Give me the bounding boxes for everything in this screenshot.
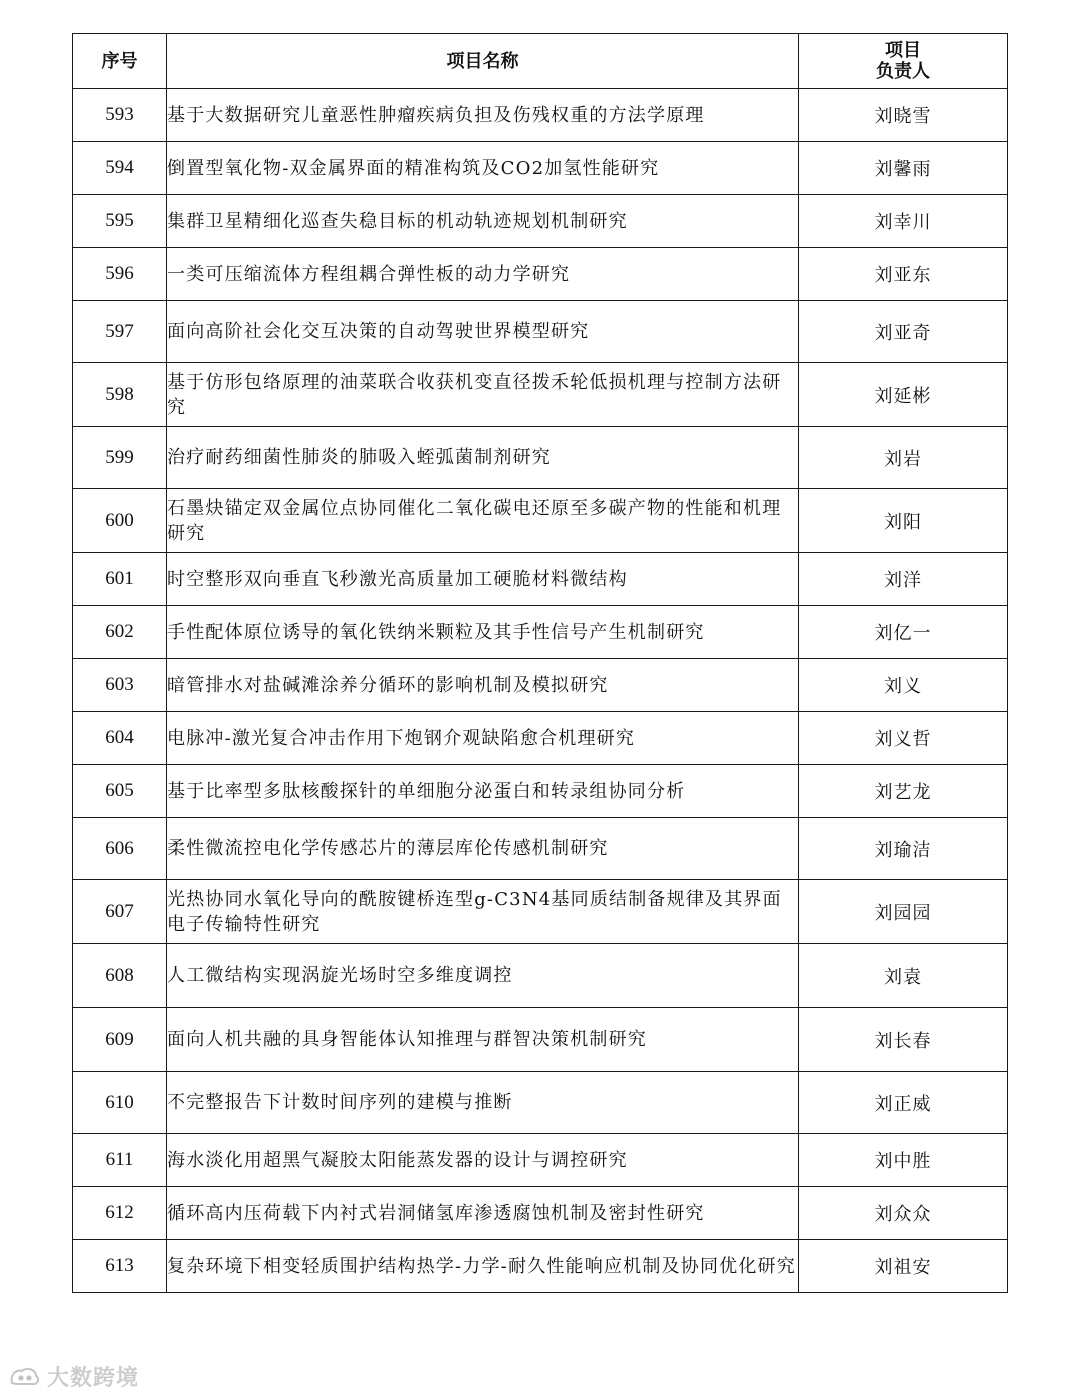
row-project-name: 集群卫星精细化巡查失稳目标的机动轨迹规划机制研究	[167, 195, 799, 248]
row-leader: 刘中胜	[799, 1134, 1008, 1187]
table-row	[73, 765, 1008, 818]
row-leader: 刘亚奇	[799, 301, 1008, 363]
table-row	[73, 659, 1008, 712]
row-leader: 刘袁	[799, 944, 1008, 1008]
row-leader: 刘园园	[799, 880, 1008, 944]
header-leader-line1: 项目	[885, 40, 921, 61]
row-project-name: 不完整报告下计数时间序列的建模与推断	[167, 1072, 799, 1134]
table-row	[73, 818, 1008, 880]
table-row	[73, 553, 1008, 606]
header-leader	[799, 34, 1008, 89]
row-number: 596	[73, 248, 167, 301]
row-leader: 刘馨雨	[799, 142, 1008, 195]
row-project-name: 柔性微流控电化学传感芯片的薄层库伦传感机制研究	[167, 818, 799, 880]
row-number: 607	[73, 880, 167, 944]
row-number: 608	[73, 944, 167, 1008]
watermark	[8, 1361, 139, 1392]
row-project-name: 光热协同水氧化导向的酰胺键桥连型g-C3N4基同质结制备规律及其界面电子传输特性研究	[167, 880, 799, 944]
row-number: 594	[73, 142, 167, 195]
row-project-name: 面向高阶社会化交互决策的自动驾驶世界模型研究	[167, 301, 799, 363]
row-leader: 刘正威	[799, 1072, 1008, 1134]
row-leader: 刘祖安	[799, 1240, 1008, 1293]
row-leader: 刘义	[799, 659, 1008, 712]
row-project-name: 石墨炔锚定双金属位点协同催化二氧化碳电还原至多碳产物的性能和机理研究	[167, 489, 799, 553]
row-project-name: 循环高内压荷载下内衬式岩洞储氢库渗透腐蚀机制及密封性研究	[167, 1187, 799, 1240]
row-leader: 刘亿一	[799, 606, 1008, 659]
row-project-name: 基于比率型多肽核酸探针的单细胞分泌蛋白和转录组协同分析	[167, 765, 799, 818]
row-leader: 刘亚东	[799, 248, 1008, 301]
row-project-name: 倒置型氧化物-双金属界面的精准构筑及CO2加氢性能研究	[167, 142, 799, 195]
table-header-row	[73, 34, 1008, 89]
row-project-name: 海水淡化用超黑气凝胶太阳能蒸发器的设计与调控研究	[167, 1134, 799, 1187]
row-project-name: 人工微结构实现涡旋光场时空多维度调控	[167, 944, 799, 1008]
row-project-name: 手性配体原位诱导的氧化铁纳米颗粒及其手性信号产生机制研究	[167, 606, 799, 659]
row-number: 611	[73, 1134, 167, 1187]
table-row	[73, 195, 1008, 248]
row-leader: 刘洋	[799, 553, 1008, 606]
table-row	[73, 880, 1008, 944]
row-number: 609	[73, 1008, 167, 1072]
row-leader: 刘延彬	[799, 363, 1008, 427]
table-row	[73, 427, 1008, 489]
row-number: 613	[73, 1240, 167, 1293]
row-project-name: 面向人机共融的具身智能体认知推理与群智决策机制研究	[167, 1008, 799, 1072]
table-row	[73, 1187, 1008, 1240]
table-row	[73, 1008, 1008, 1072]
row-leader: 刘岩	[799, 427, 1008, 489]
row-leader: 刘艺龙	[799, 765, 1008, 818]
row-project-name: 基于大数据研究儿童恶性肿瘤疾病负担及伤残权重的方法学原理	[167, 89, 799, 142]
table-row	[73, 489, 1008, 553]
table-row	[73, 142, 1008, 195]
row-project-name: 治疗耐药细菌性肺炎的肺吸入蛭弧菌制剂研究	[167, 427, 799, 489]
watermark-text: 大数跨境	[47, 1366, 140, 1391]
header-number: 序号	[73, 34, 167, 89]
table-row	[73, 606, 1008, 659]
row-project-name: 电脉冲-激光复合冲击作用下炮钢介观缺陷愈合机理研究	[167, 712, 799, 765]
row-project-name: 复杂环境下相变轻质围护结构热学-力学-耐久性能响应机制及协同优化研究	[167, 1240, 799, 1293]
row-leader: 刘众众	[799, 1187, 1008, 1240]
row-number: 595	[73, 195, 167, 248]
project-table	[72, 33, 1008, 1293]
table-row	[73, 712, 1008, 765]
header-project-name: 项目名称	[167, 34, 799, 89]
row-number: 600	[73, 489, 167, 553]
row-number: 612	[73, 1187, 167, 1240]
table-row	[73, 1134, 1008, 1187]
row-number: 606	[73, 818, 167, 880]
table-row	[73, 363, 1008, 427]
row-number: 601	[73, 553, 167, 606]
dashuju-logo-icon	[8, 1365, 42, 1389]
row-number: 599	[73, 427, 167, 489]
row-number: 598	[73, 363, 167, 427]
row-number: 610	[73, 1072, 167, 1134]
row-leader: 刘义哲	[799, 712, 1008, 765]
table-row	[73, 89, 1008, 142]
row-leader: 刘阳	[799, 489, 1008, 553]
row-number: 593	[73, 89, 167, 142]
row-leader: 刘长春	[799, 1008, 1008, 1072]
row-project-name: 暗管排水对盐碱滩涂养分循环的影响机制及模拟研究	[167, 659, 799, 712]
row-number: 604	[73, 712, 167, 765]
row-number: 603	[73, 659, 167, 712]
row-project-name: 基于仿形包络原理的油菜联合收获机变直径拨禾轮低损机理与控制方法研究	[167, 363, 799, 427]
row-number: 602	[73, 606, 167, 659]
row-project-name: 时空整形双向垂直飞秒激光高质量加工硬脆材料微结构	[167, 553, 799, 606]
row-leader: 刘瑜洁	[799, 818, 1008, 880]
row-number: 597	[73, 301, 167, 363]
header-leader-line2: 负责人	[876, 61, 930, 82]
table-row	[73, 1240, 1008, 1293]
row-leader: 刘幸川	[799, 195, 1008, 248]
table-row	[73, 1072, 1008, 1134]
table-row	[73, 301, 1008, 363]
row-leader: 刘晓雪	[799, 89, 1008, 142]
table-row	[73, 248, 1008, 301]
table-row	[73, 944, 1008, 1008]
row-project-name: 一类可压缩流体方程组耦合弹性板的动力学研究	[167, 248, 799, 301]
row-number: 605	[73, 765, 167, 818]
